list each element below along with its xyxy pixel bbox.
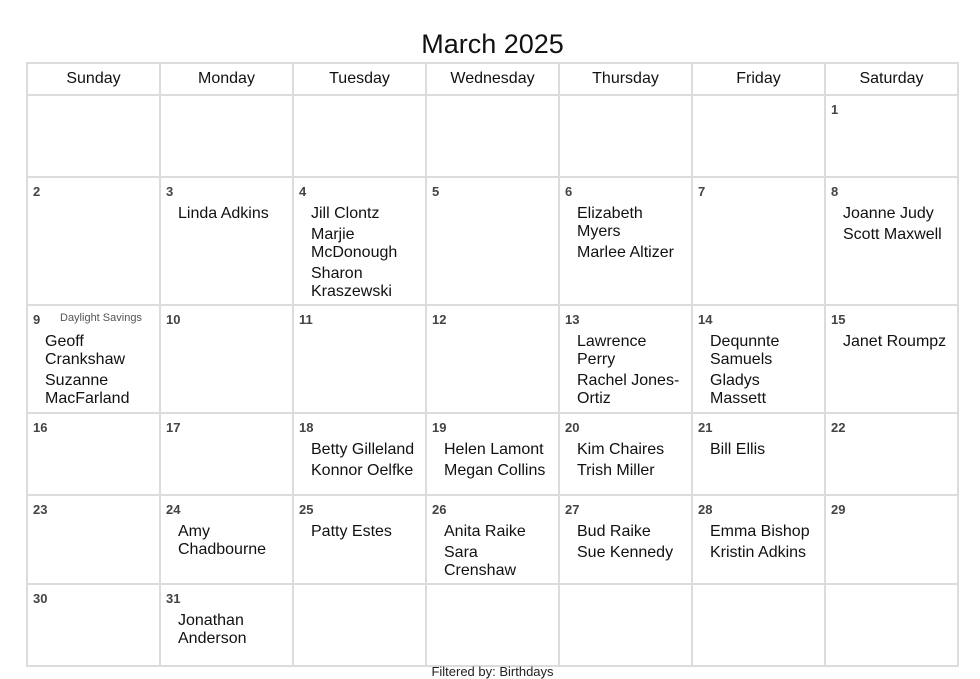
weekday-header-row — [27, 63, 958, 95]
day-cell[interactable] — [293, 413, 426, 495]
event-list — [693, 327, 824, 408]
day-cell[interactable] — [426, 413, 559, 495]
day-number: 31 — [166, 591, 181, 606]
day-number: 5 — [432, 184, 440, 199]
day-number: 21 — [698, 420, 713, 435]
week-row — [27, 95, 958, 177]
day-cell[interactable] — [559, 495, 692, 584]
event-item[interactable]: Lawrence Perry — [577, 333, 647, 368]
day-cell[interactable] — [825, 305, 958, 413]
event-list — [294, 199, 425, 301]
empty-day-cell — [692, 95, 825, 177]
event-list — [693, 517, 824, 562]
calendar-body — [27, 95, 958, 666]
empty-day-cell — [27, 95, 160, 177]
day-cell[interactable] — [293, 177, 426, 305]
day-number: 9 — [33, 312, 41, 327]
day-cell[interactable] — [27, 584, 160, 666]
event-item[interactable]: Kim Chaires — [577, 441, 665, 458]
week-row — [27, 495, 958, 584]
event-item[interactable]: Sue Kennedy — [577, 544, 674, 561]
event-list — [161, 199, 292, 223]
day-cell[interactable] — [825, 177, 958, 305]
event-item[interactable]: Sara Crenshaw — [444, 544, 517, 579]
day-cell[interactable] — [160, 177, 293, 305]
weekday-header: Tuesday — [293, 63, 426, 95]
day-cell[interactable] — [160, 305, 293, 413]
day-number: 17 — [166, 420, 181, 435]
day-cell[interactable] — [692, 413, 825, 495]
event-item[interactable]: Patty Estes — [311, 523, 392, 540]
weekday-header: Saturday — [825, 63, 958, 95]
day-note: Daylight Savings — [60, 312, 142, 324]
day-cell[interactable] — [426, 305, 559, 413]
day-number: 16 — [33, 420, 48, 435]
event-list — [427, 517, 558, 580]
event-list — [560, 199, 691, 262]
event-item[interactable]: Gladys Massett — [710, 372, 767, 407]
event-item[interactable]: Emma Bishop — [710, 523, 810, 540]
weekday-header: Monday — [160, 63, 293, 95]
day-number: 26 — [432, 502, 447, 517]
empty-day-cell — [426, 584, 559, 666]
day-cell[interactable] — [825, 495, 958, 584]
empty-day-cell — [426, 95, 559, 177]
day-number: 12 — [432, 312, 447, 327]
event-item[interactable]: Helen Lamont — [444, 441, 544, 458]
day-cell[interactable] — [293, 495, 426, 584]
week-row — [27, 305, 958, 413]
event-item[interactable]: Joanne Judy — [843, 205, 934, 222]
empty-day-cell — [293, 584, 426, 666]
day-cell[interactable] — [160, 584, 293, 666]
event-item[interactable]: Sharon Kraszewski — [311, 265, 392, 300]
event-item[interactable]: Jonathan Anderson — [178, 612, 247, 647]
day-cell[interactable] — [27, 177, 160, 305]
event-list — [161, 517, 292, 559]
event-list — [28, 327, 159, 408]
event-item[interactable]: Trish Miller — [577, 462, 655, 479]
event-list — [294, 435, 425, 480]
event-list — [693, 435, 824, 459]
day-number: 19 — [432, 420, 447, 435]
week-row — [27, 584, 958, 666]
day-cell[interactable] — [160, 495, 293, 584]
day-cell[interactable] — [160, 413, 293, 495]
day-number: 20 — [565, 420, 580, 435]
day-number: 13 — [565, 312, 580, 327]
month-grid — [26, 62, 959, 667]
day-number: 22 — [831, 420, 846, 435]
day-number: 27 — [565, 502, 580, 517]
event-item[interactable]: Linda Adkins — [178, 205, 269, 222]
weekday-header: Friday — [692, 63, 825, 95]
event-item[interactable]: Jill Clontz — [311, 205, 380, 222]
day-number: 6 — [565, 184, 573, 199]
day-number: 7 — [698, 184, 706, 199]
event-list — [560, 517, 691, 562]
empty-day-cell — [692, 584, 825, 666]
event-list — [826, 199, 957, 244]
event-item[interactable]: Janet Roumpz — [843, 333, 947, 350]
event-list — [560, 435, 691, 480]
day-cell[interactable] — [27, 413, 160, 495]
day-cell[interactable] — [692, 177, 825, 305]
day-cell[interactable] — [559, 305, 692, 413]
event-list — [560, 327, 691, 408]
weekday-header: Sunday — [27, 63, 160, 95]
event-item[interactable]: Dequnnte Samuels — [710, 333, 780, 368]
week-row — [27, 177, 958, 305]
event-list — [427, 435, 558, 480]
day-cell[interactable] — [825, 413, 958, 495]
day-number: 23 — [33, 502, 48, 517]
event-item[interactable]: Anita Raike — [444, 523, 526, 540]
event-item[interactable]: Geoff Crankshaw — [45, 333, 126, 368]
event-list — [826, 327, 957, 351]
day-cell[interactable] — [293, 305, 426, 413]
event-item[interactable]: Bud Raike — [577, 523, 651, 540]
day-cell[interactable] — [692, 305, 825, 413]
day-number: 18 — [299, 420, 314, 435]
day-cell[interactable] — [559, 413, 692, 495]
calendar-title: March 2025 — [421, 29, 564, 59]
weekday-header: Thursday — [559, 63, 692, 95]
empty-day-cell — [160, 95, 293, 177]
day-number: 1 — [831, 102, 839, 117]
event-item[interactable]: Kristin Adkins — [710, 544, 807, 561]
day-number: 2 — [33, 184, 41, 199]
day-number: 28 — [698, 502, 713, 517]
empty-day-cell — [559, 95, 692, 177]
weekday-header: Wednesday — [426, 63, 559, 95]
day-cell[interactable] — [825, 95, 958, 177]
empty-day-cell — [559, 584, 692, 666]
empty-day-cell — [293, 95, 426, 177]
day-number: 14 — [698, 312, 713, 327]
event-item[interactable]: Marjie McDonough — [311, 226, 398, 261]
event-item[interactable]: Konnor Oelfke — [311, 462, 414, 479]
day-number: 11 — [299, 312, 313, 327]
event-item[interactable]: Betty Gilleland — [311, 441, 415, 458]
day-number: 15 — [831, 312, 846, 327]
event-item[interactable]: Marlee Altizer — [577, 244, 674, 261]
event-item[interactable]: Scott Maxwell — [843, 226, 942, 243]
day-number: 29 — [831, 502, 846, 517]
week-row — [27, 413, 958, 495]
day-number: 10 — [166, 312, 181, 327]
filter-status: Filtered by: Birthdays — [431, 664, 554, 679]
event-item[interactable]: Suzanne MacFarland — [45, 372, 130, 407]
day-cell[interactable] — [426, 495, 559, 584]
day-number: 8 — [831, 184, 839, 199]
event-item[interactable]: Amy Chadbourne — [178, 523, 267, 558]
event-list — [294, 517, 425, 541]
day-cell[interactable] — [559, 177, 692, 305]
day-number: 30 — [33, 591, 48, 606]
empty-day-cell — [825, 584, 958, 666]
day-number: 24 — [166, 502, 181, 517]
event-item[interactable]: Rachel Jones-Ortiz — [577, 372, 680, 407]
day-cell[interactable] — [27, 305, 160, 413]
day-number: 25 — [299, 502, 314, 517]
day-cell[interactable] — [426, 177, 559, 305]
event-item[interactable]: Bill Ellis — [710, 441, 766, 458]
day-cell[interactable] — [692, 495, 825, 584]
event-item[interactable]: Megan Collins — [444, 462, 546, 479]
event-item[interactable]: Elizabeth Myers — [577, 205, 643, 240]
day-number: 4 — [299, 184, 307, 199]
day-cell[interactable] — [27, 495, 160, 584]
event-list — [161, 606, 292, 648]
day-number: 3 — [166, 184, 174, 199]
